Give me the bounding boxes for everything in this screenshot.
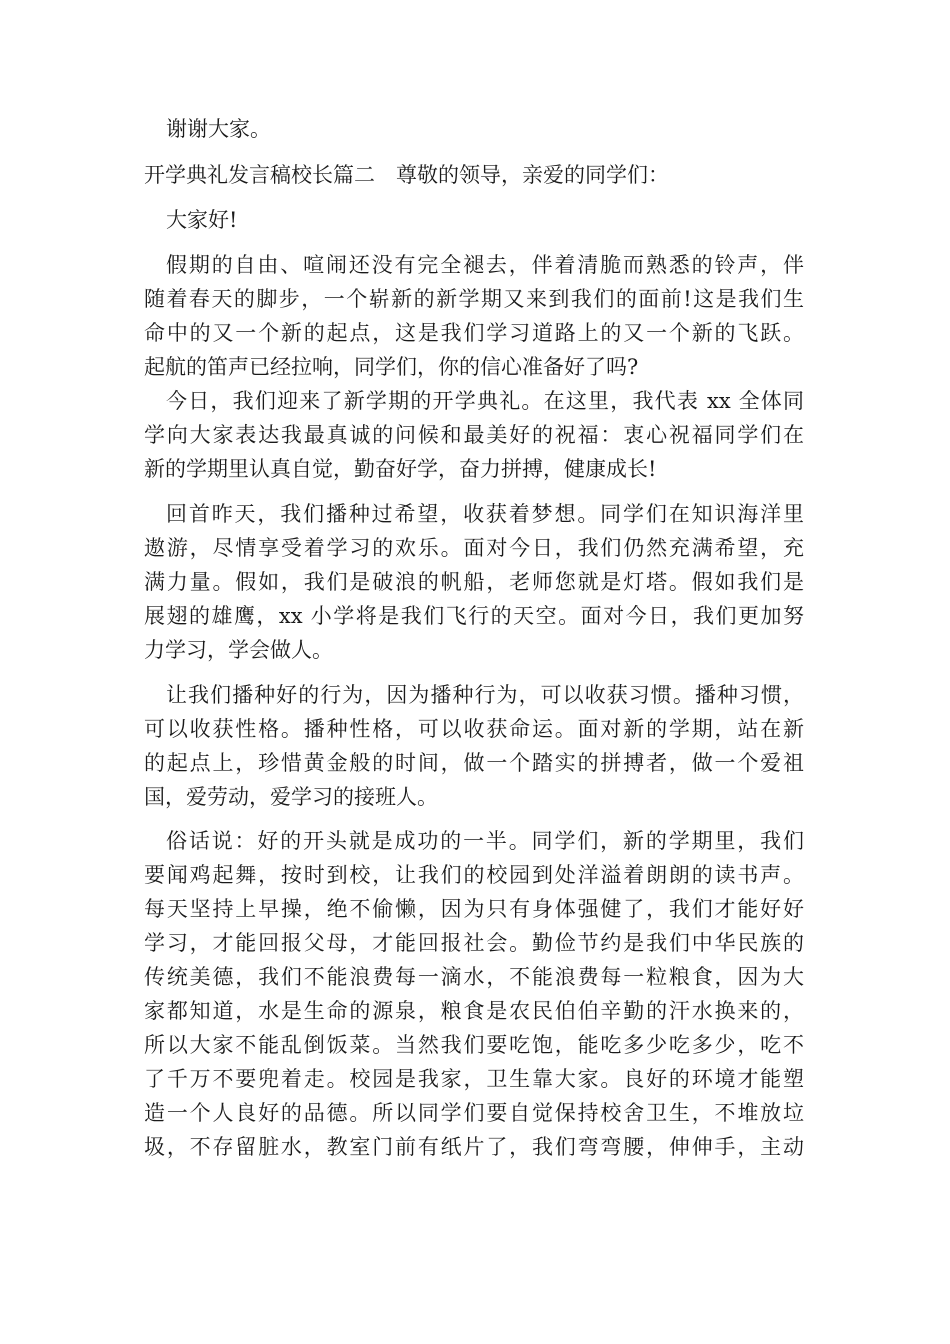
greeting: 大家好! bbox=[166, 208, 238, 232]
text-line: 造一个人良好的品德。所以同学们要自觉保持校舍卫生，不堆放垃 bbox=[144, 1101, 804, 1125]
text-line: 学向大家表达我最真诚的问候和最美好的祝福：衷心祝福同学们在 bbox=[144, 423, 804, 447]
text-line: 谢谢大家。 bbox=[166, 117, 271, 141]
text-line: 俗话说：好的开头就是成功的一半。同学们，新的学期里，我们 bbox=[166, 829, 804, 853]
text-line: 的起点上，珍惜黄金般的时间，做一个踏实的拼搏者，做一个爱祖 bbox=[144, 751, 804, 775]
text-line: 随着春天的脚步，一个崭新的新学期又来到我们的面前!这是我们生 bbox=[144, 287, 804, 311]
text-line: 力学习，学会做人。 bbox=[144, 638, 333, 662]
text-line: 命中的又一个新的起点，这是我们学习道路上的又一个新的飞跃。 bbox=[144, 321, 804, 345]
text-line: 每天坚持上早操，绝不偷懒，因为只有身体强健了，我们才能好好 bbox=[144, 897, 804, 921]
text-line: 假期的自由、喧闹还没有完全褪去，伴着清脆而熟悉的铃声，伴 bbox=[166, 253, 804, 277]
section-heading: 开学典礼发言稿校长篇二 尊敬的领导，亲爱的同学们： bbox=[144, 163, 669, 187]
text-line: 新的学期里认真自觉，勤奋好学，奋力拼搏，健康成长! bbox=[144, 457, 657, 481]
text-line: 回首昨天，我们播种过希望，收获着梦想。同学们在知识海洋里 bbox=[166, 502, 804, 526]
text-line: 了千万不要兜着走。校园是我家，卫生靠大家。良好的环境才能塑 bbox=[144, 1067, 804, 1091]
text-line: 展翅的雄鹰，xx 小学将是我们飞行的天空。面对今日，我们更加努 bbox=[144, 604, 804, 628]
text-line: 今日，我们迎来了新学期的开学典礼。在这里，我代表 xx 全体同 bbox=[166, 389, 804, 413]
text-line: 遨游，尽情享受着学习的欢乐。面对今日，我们仍然充满希望，充 bbox=[144, 536, 804, 560]
text-line: 起航的笛声已经拉响，同学们，你的信心准备好了吗? bbox=[144, 355, 639, 379]
text-line: 家都知道，水是生命的源泉，粮食是农民伯伯辛勤的汗水换来的， bbox=[144, 999, 804, 1023]
text-line: 要闻鸡起舞，按时到校，让我们的校园到处洋溢着朗朗的读书声。 bbox=[144, 863, 804, 887]
text-line: 学习，才能回报父母，才能回报社会。勤俭节约是我们中华民族的 bbox=[144, 931, 804, 955]
text-line: 传统美德，我们不能浪费每一滴水，不能浪费每一粒粮食，因为大 bbox=[144, 965, 804, 989]
text-line: 圾，不存留脏水，教室门前有纸片了，我们弯弯腰，伸伸手，主动 bbox=[144, 1135, 804, 1159]
text-line: 所以大家不能乱倒饭菜。当然我们要吃饱，能吃多少吃多少，吃不 bbox=[144, 1033, 804, 1057]
text-line: 满力量。假如，我们是破浪的帆船，老师您就是灯塔。假如我们是 bbox=[144, 570, 804, 594]
text-line: 国，爱劳动，爱学习的接班人。 bbox=[144, 785, 438, 809]
text-line: 让我们播种好的行为，因为播种行为，可以收获习惯。播种习惯， bbox=[166, 683, 804, 707]
text-line: 可以收获性格。播种性格，可以收获命运。面对新的学期，站在新 bbox=[144, 717, 804, 741]
